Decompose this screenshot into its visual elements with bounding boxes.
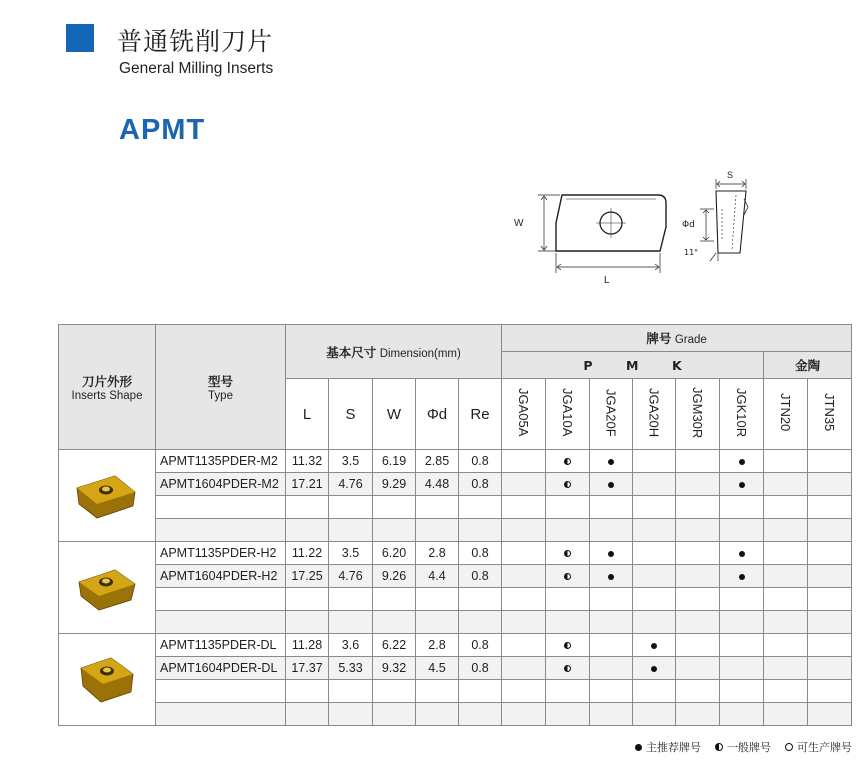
header-shape (59, 325, 156, 450)
grade-mark-cell (633, 634, 676, 657)
recommended-dot-icon (739, 551, 745, 557)
grade-mark-cell (676, 473, 720, 496)
grade-mark-cell (502, 519, 546, 542)
type-cell (156, 680, 286, 703)
grade-mark-cell (720, 588, 764, 611)
grade-mark-cell (502, 565, 546, 588)
table-row (59, 588, 852, 611)
insert-top-view (556, 195, 666, 251)
general-dot-icon (564, 642, 571, 649)
grade-mark-cell (764, 496, 808, 519)
dim-value-cell (416, 611, 459, 634)
header-grade-col-label: JGK10R (734, 387, 750, 438)
dim-value-cell (373, 588, 416, 611)
recommended-dot-icon (739, 459, 745, 465)
dim-value-cell: 2.8 (416, 542, 459, 565)
dim-value-cell: 9.29 (373, 473, 416, 496)
dim-value-cell: 2.8 (416, 634, 459, 657)
header-grade-pmk (502, 352, 764, 379)
dim-value-cell (373, 703, 416, 726)
grade-mark-cell (720, 519, 764, 542)
grade-mark-cell (590, 588, 633, 611)
section-marker-square (66, 24, 94, 52)
dim-value-cell: 4.5 (416, 657, 459, 680)
header-type (156, 325, 286, 450)
grade-mark-cell (764, 657, 808, 680)
grade-mark-cell (676, 680, 720, 703)
grade-mark-cell (633, 542, 676, 565)
dim-value-cell (373, 611, 416, 634)
grade-mark-cell (764, 680, 808, 703)
dim-value-cell (459, 519, 502, 542)
header-grade-col-label: JGA05A (516, 388, 532, 437)
dim-value-cell (459, 588, 502, 611)
insert-shape-cell (59, 542, 156, 634)
header-dim-col: S (329, 379, 373, 450)
grade-mark-cell (720, 473, 764, 496)
header-grade-col-label: JGA20F (603, 388, 619, 437)
grade-mark-cell (502, 703, 546, 726)
grade-mark-cell (676, 657, 720, 680)
dim-value-cell: 17.37 (286, 657, 329, 680)
general-dot-icon (564, 550, 571, 557)
grade-mark-cell (676, 703, 720, 726)
general-dot-icon (564, 573, 571, 580)
diagram-label-w: W (514, 218, 524, 229)
grade-mark-cell (676, 450, 720, 473)
grade-mark-cell (590, 657, 633, 680)
dim-value-cell (416, 680, 459, 703)
dim-value-cell: 2.85 (416, 450, 459, 473)
diagram-label-angle: 11° (684, 248, 699, 257)
header-grade-col-label: JTN35 (822, 393, 838, 432)
grade-mark-cell (590, 473, 633, 496)
grade-mark-cell (590, 496, 633, 519)
grade-mark-cell (764, 634, 808, 657)
recommended-dot-icon (608, 551, 614, 557)
dim-value-cell (286, 496, 329, 519)
apmt-dl-insert-icon (71, 695, 143, 709)
insert-side-view (716, 191, 748, 253)
grade-mark-cell (633, 450, 676, 473)
grade-mark-cell (546, 473, 590, 496)
header-grade-ceramic (764, 352, 852, 379)
dim-value-cell: 6.20 (373, 542, 416, 565)
header-grade-col-label: JTN20 (778, 393, 794, 432)
grade-mark-cell (546, 450, 590, 473)
grade-mark-cell (502, 450, 546, 473)
grade-mark-cell (764, 519, 808, 542)
dim-value-cell (286, 611, 329, 634)
dim-value-cell: 11.28 (286, 634, 329, 657)
dim-value-cell (329, 496, 373, 519)
dim-value-cell: 4.76 (329, 565, 373, 588)
dim-value-cell: 4.4 (416, 565, 459, 588)
table-row (59, 473, 852, 496)
insert-dimension-diagram (500, 165, 800, 290)
table-row (59, 565, 852, 588)
grade-mark-cell (720, 542, 764, 565)
grade-mark-cell (590, 450, 633, 473)
dim-value-cell: 5.33 (329, 657, 373, 680)
header-dimension-en: Dimension(mm) (379, 347, 461, 360)
header-group-m: M (626, 357, 639, 373)
grade-mark-cell (546, 565, 590, 588)
grade-mark-cell (546, 634, 590, 657)
type-cell: APMT1135PDER-DL (156, 634, 286, 657)
header-dim-col: Re (459, 379, 502, 450)
grade-mark-cell (808, 496, 852, 519)
legend-half-dot-icon (715, 743, 723, 751)
page-title-cn: 普通铣削刀片 (117, 27, 274, 56)
header-dim-col: Φd (416, 379, 459, 450)
type-cell (156, 588, 286, 611)
grade-mark-cell (633, 496, 676, 519)
table-row (59, 450, 852, 473)
general-dot-icon (564, 458, 571, 465)
dim-value-cell (329, 680, 373, 703)
grade-mark-cell (546, 496, 590, 519)
table-row (59, 519, 852, 542)
general-dot-icon (564, 481, 571, 488)
grade-mark-cell (808, 634, 852, 657)
dim-value-cell: 17.21 (286, 473, 329, 496)
grade-mark-cell (720, 496, 764, 519)
grade-mark-cell (546, 703, 590, 726)
grade-mark-cell (590, 519, 633, 542)
dim-value-cell: 6.19 (373, 450, 416, 473)
grade-mark-cell (590, 634, 633, 657)
grade-mark-cell (808, 611, 852, 634)
dim-value-cell (416, 519, 459, 542)
apmt-m2-insert-icon (71, 511, 143, 525)
type-cell (156, 611, 286, 634)
grade-mark-cell (676, 496, 720, 519)
grade-mark-cell (808, 588, 852, 611)
table-row (59, 496, 852, 519)
dim-value-cell: 0.8 (459, 657, 502, 680)
grade-mark-cell (590, 680, 633, 703)
grade-mark-cell (676, 588, 720, 611)
type-cell: APMT1135PDER-H2 (156, 542, 286, 565)
dim-value-cell: 0.8 (459, 473, 502, 496)
grade-mark-cell (808, 680, 852, 703)
grade-mark-cell (676, 542, 720, 565)
grade-mark-cell (633, 519, 676, 542)
dim-value-cell: 11.22 (286, 542, 329, 565)
dim-value-cell: 0.8 (459, 634, 502, 657)
dim-value-cell: 9.32 (373, 657, 416, 680)
header-group-p: P (583, 357, 593, 373)
header-grade-cn: 牌号 (646, 331, 672, 346)
grade-mark-cell (720, 657, 764, 680)
recommended-dot-icon (651, 666, 657, 672)
diagram-label-l: L (604, 275, 610, 286)
dim-value-cell: 4.76 (329, 473, 373, 496)
type-cell: APMT1135PDER-M2 (156, 450, 286, 473)
grade-mark-cell (633, 680, 676, 703)
header-dimension (286, 325, 502, 379)
grade-mark-cell (633, 565, 676, 588)
grade-mark-cell (502, 588, 546, 611)
dim-value-cell: 0.8 (459, 565, 502, 588)
general-dot-icon (564, 665, 571, 672)
grade-mark-cell (502, 496, 546, 519)
header-grade-col-label: JGM30R (690, 386, 706, 439)
header-group-ceramic: 金陶 (795, 358, 821, 373)
grade-mark-cell (546, 680, 590, 703)
page-title-en: General Milling Inserts (119, 60, 274, 77)
grade-mark-cell (502, 634, 546, 657)
grade-mark-cell (720, 703, 764, 726)
dim-value-cell (286, 680, 329, 703)
dim-value-cell (459, 611, 502, 634)
dim-value-cell: 6.22 (373, 634, 416, 657)
grade-mark-cell (676, 634, 720, 657)
grade-mark-cell (590, 542, 633, 565)
diagram-label-s: S (727, 170, 734, 180)
header-dimension-cn: 基本尺寸 (326, 344, 377, 360)
table-row (59, 611, 852, 634)
dim-value-cell (373, 519, 416, 542)
recommended-dot-icon (651, 643, 657, 649)
grade-mark-cell (764, 542, 808, 565)
header-grade-col-label: JGA10A (560, 388, 576, 437)
dim-value-cell: 4.48 (416, 473, 459, 496)
dim-value-cell (286, 519, 329, 542)
grade-mark-cell (808, 703, 852, 726)
grade-mark-cell (546, 542, 590, 565)
dim-value-cell: 11.32 (286, 450, 329, 473)
insert-shape-cell (59, 634, 156, 726)
grade-mark-cell (590, 703, 633, 726)
grade-mark-cell (633, 703, 676, 726)
grade-mark-cell (590, 611, 633, 634)
recommended-dot-icon (739, 574, 745, 580)
grade-mark-cell (720, 565, 764, 588)
grade-mark-cell (764, 450, 808, 473)
grade-mark-cell (502, 680, 546, 703)
grade-mark-cell (590, 565, 633, 588)
grade-mark-cell (808, 657, 852, 680)
header-grade-en: Grade (674, 334, 707, 346)
dim-value-cell: 3.5 (329, 542, 373, 565)
grade-mark-cell (676, 611, 720, 634)
grade-mark-cell (720, 634, 764, 657)
grade-mark-cell (764, 565, 808, 588)
header-grade-col (764, 379, 808, 450)
header-grade-col (502, 379, 546, 450)
grade-mark-cell (633, 657, 676, 680)
dim-value-cell (286, 703, 329, 726)
table-row (59, 657, 852, 680)
header-grade-col (808, 379, 852, 450)
table-row (59, 634, 852, 657)
grade-mark-cell (764, 588, 808, 611)
insert-shape-cell (59, 450, 156, 542)
recommended-dot-icon (608, 482, 614, 488)
grade-mark-cell (502, 611, 546, 634)
dim-value-cell: 3.6 (329, 634, 373, 657)
header-shape-en: Inserts Shape (71, 390, 143, 402)
recommended-dot-icon (739, 482, 745, 488)
grade-mark-cell (676, 519, 720, 542)
legend-available: 可生产牌号 (785, 739, 852, 755)
dim-value-cell (329, 588, 373, 611)
dim-value-cell: 17.25 (286, 565, 329, 588)
grade-mark-cell (633, 473, 676, 496)
grade-mark-cell (808, 473, 852, 496)
dim-value-cell (459, 496, 502, 519)
type-cell (156, 519, 286, 542)
dim-value-cell (416, 703, 459, 726)
model-heading: APMT (119, 114, 206, 146)
grade-mark-cell (546, 657, 590, 680)
dim-value-cell: 9.26 (373, 565, 416, 588)
recommended-dot-icon (608, 574, 614, 580)
header-grade-col (590, 379, 633, 450)
grade-mark-cell (720, 680, 764, 703)
table-row (59, 542, 852, 565)
grade-mark-cell (502, 542, 546, 565)
grade-mark-cell (808, 519, 852, 542)
grade-mark-cell (546, 519, 590, 542)
dim-value-cell: 0.8 (459, 542, 502, 565)
grade-mark-cell (633, 588, 676, 611)
dim-value-cell (329, 611, 373, 634)
insert-spec-table (58, 324, 852, 726)
dim-value-cell (373, 496, 416, 519)
grade-mark-cell (764, 473, 808, 496)
grade-mark-cell (720, 611, 764, 634)
grade-mark-cell (502, 473, 546, 496)
grade-mark-cell (720, 450, 764, 473)
header-grade-col (676, 379, 720, 450)
table-row (59, 703, 852, 726)
header-grade-col (720, 379, 764, 450)
grade-mark-cell (502, 657, 546, 680)
dim-value-cell: 0.8 (459, 450, 502, 473)
grade-mark-cell (764, 703, 808, 726)
table-row (59, 680, 852, 703)
dim-value-cell (373, 680, 416, 703)
dim-value-cell (459, 680, 502, 703)
dim-value-cell (329, 519, 373, 542)
type-cell: APMT1604PDER-DL (156, 657, 286, 680)
dim-value-cell (416, 496, 459, 519)
grade-mark-cell (546, 588, 590, 611)
header-shape-cn: 刀片外形 (81, 374, 132, 389)
apmt-h2-insert-icon (71, 603, 143, 617)
grade-mark-cell (546, 611, 590, 634)
type-cell: APMT1604PDER-H2 (156, 565, 286, 588)
legend-general: 一般牌号 (715, 739, 771, 755)
grade-mark-cell (808, 565, 852, 588)
diagram-label-d: Φd (682, 220, 695, 230)
header-type-cn: 型号 (207, 374, 233, 389)
header-group-k: K (671, 357, 682, 373)
dim-value-cell (286, 588, 329, 611)
dim-value-cell (459, 703, 502, 726)
grade-mark-cell (633, 611, 676, 634)
type-cell (156, 703, 286, 726)
type-cell (156, 496, 286, 519)
grade-mark-cell (808, 450, 852, 473)
legend-empty-dot-icon (785, 743, 793, 751)
legend-full-dot-icon (635, 744, 642, 751)
header-grade (502, 325, 852, 352)
grade-mark-cell (808, 542, 852, 565)
dim-value-cell (416, 588, 459, 611)
header-grade-col-label: JGA20H (646, 387, 662, 438)
grade-mark-cell (764, 611, 808, 634)
grade-legend (635, 739, 852, 755)
legend-main: 主推荐牌号 (635, 739, 701, 755)
header-grade-col (546, 379, 590, 450)
recommended-dot-icon (608, 459, 614, 465)
header-dim-col: W (373, 379, 416, 450)
header-type-en: Type (208, 390, 233, 402)
type-cell: APMT1604PDER-M2 (156, 473, 286, 496)
header-grade-col (633, 379, 676, 450)
header-dim-col: L (286, 379, 329, 450)
dim-value-cell (329, 703, 373, 726)
dim-value-cell: 3.5 (329, 450, 373, 473)
grade-mark-cell (676, 565, 720, 588)
